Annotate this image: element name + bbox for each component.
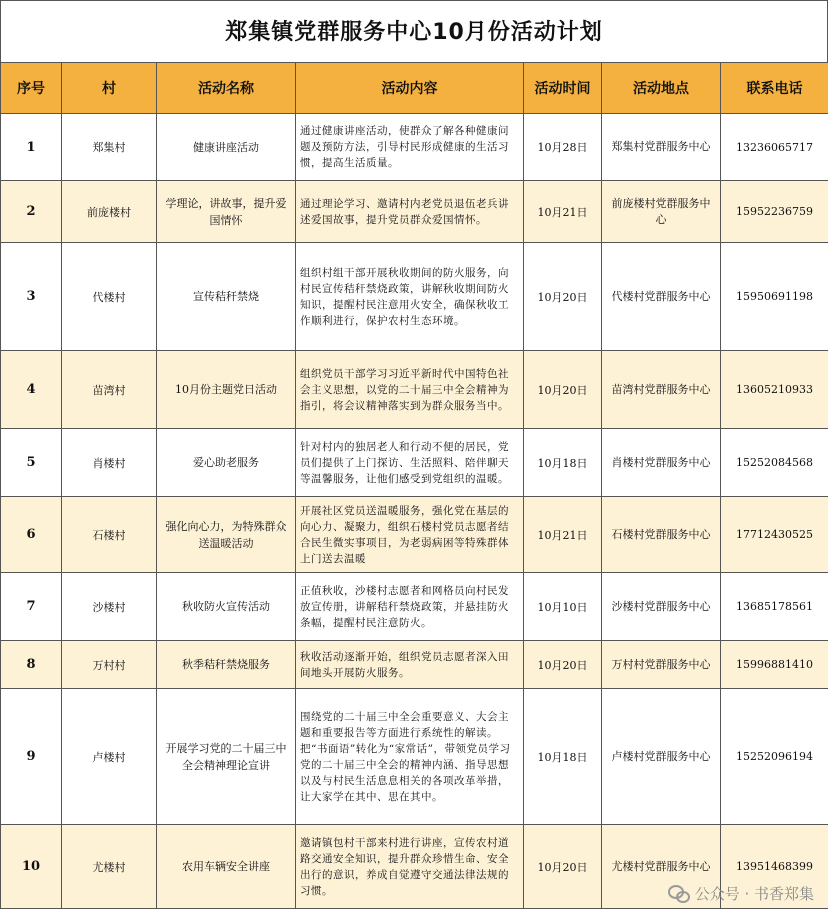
row-no: 7 (1, 573, 62, 641)
row-activity-content: 通过健康讲座活动，使群众了解各种健康问题及预防方法，引导村民形成健康的生活习惯，提高生活质量。 (296, 114, 524, 181)
row-activity-name: 秋收防火宣传活动 (157, 573, 296, 641)
row-activity-content: 组织党员干部学习习近平新时代中国特色社会主义思想，以党的二十届三中全会精神为指引，将会议精神落实到为群众服务当中。 (296, 351, 524, 429)
row-village: 前庞楼村 (62, 181, 157, 243)
row-village: 卢楼村 (62, 689, 157, 825)
row-village: 苗湾村 (62, 351, 157, 429)
header-village: 村 (62, 63, 157, 114)
row-no: 4 (1, 351, 62, 429)
row-activity-name: 10月份主题党日活动 (157, 351, 296, 429)
table-row (1, 573, 828, 641)
row-activity-name: 秋季秸秆禁烧服务 (157, 641, 296, 689)
row-village: 石楼村 (62, 497, 157, 573)
row-activity-name: 农用车辆安全讲座 (157, 825, 296, 909)
row-activity-time: 10月20日 (524, 641, 602, 689)
row-activity-content: 邀请镇包村干部来村进行讲座，宣传农村道路交通安全知识，提升群众珍惜生命、安全出行的意识，养成自觉遵守交通法律法规的习惯。 (296, 825, 524, 909)
header-no: 序号 (1, 63, 62, 114)
row-activity-location: 卢楼村党群服务中心 (602, 689, 721, 825)
row-activity-time: 10月18日 (524, 429, 602, 497)
header-phone: 联系电话 (721, 63, 828, 114)
row-village: 代楼村 (62, 243, 157, 351)
row-village: 沙楼村 (62, 573, 157, 641)
row-phone: 17712430525 (721, 497, 828, 573)
row-phone: 13605210933 (721, 351, 828, 429)
row-phone: 15952236759 (721, 181, 828, 243)
row-activity-content: 针对村内的独居老人和行动不便的居民，党员们提供了上门探访、生活照料、陪伴聊天等温馨服务，让他们感受到党组织的温暖。 (296, 429, 524, 497)
row-activity-name: 宣传秸秆禁烧 (157, 243, 296, 351)
row-no: 3 (1, 243, 62, 351)
row-phone: 15252084568 (721, 429, 828, 497)
page-title: 郑集镇党群服务中心10月份活动计划 (0, 0, 828, 62)
row-activity-time: 10月20日 (524, 243, 602, 351)
row-phone: 13951468399 (721, 825, 828, 909)
row-no: 8 (1, 641, 62, 689)
row-activity-name: 爱心助老服务 (157, 429, 296, 497)
row-village: 万村村 (62, 641, 157, 689)
row-activity-content: 通过理论学习、邀请村内老党员退伍老兵讲述爱国故事，提升党员群众爱国情怀。 (296, 181, 524, 243)
row-activity-name: 健康讲座活动 (157, 114, 296, 181)
row-activity-location: 万村村党群服务中心 (602, 641, 721, 689)
row-activity-location: 肖楼村党群服务中心 (602, 429, 721, 497)
header-activity-location: 活动地点 (602, 63, 721, 114)
table-row (1, 689, 828, 825)
row-phone: 15252096194 (721, 689, 828, 825)
row-activity-content: 围绕党的二十届三中全会重要意义、大会主题和重要报告等方面进行系统性的解读。把“书面语”转化为“家常话”，带领党员学习党的二十届三中全会的精神内涵、指导思想以及与村民生活息息相关的各项改革举措，让大家学在其中、思在其中。 (296, 689, 524, 825)
row-activity-location: 苗湾村党群服务中心 (602, 351, 721, 429)
row-activity-time: 10月18日 (524, 689, 602, 825)
row-activity-location: 前庞楼村党群服务中心 (602, 181, 721, 243)
watermark (668, 883, 814, 904)
table-row (1, 641, 828, 689)
row-activity-location: 尤楼村党群服务中心 (602, 825, 721, 909)
row-village: 尤楼村 (62, 825, 157, 909)
row-activity-content: 正值秋收，沙楼村志愿者和网格员向村民发放宣传册，讲解秸秆禁烧政策，并悬挂防火条幅，提醒村民注意防火。 (296, 573, 524, 641)
row-activity-time: 10月20日 (524, 351, 602, 429)
row-activity-time: 10月28日 (524, 114, 602, 181)
table-row (1, 429, 828, 497)
row-phone: 13236065717 (721, 114, 828, 181)
wechat-icon (668, 885, 690, 903)
row-phone: 13685178561 (721, 573, 828, 641)
row-activity-time: 10月20日 (524, 825, 602, 909)
row-activity-location: 郑集村党群服务中心 (602, 114, 721, 181)
table-row (1, 181, 828, 243)
activity-table (0, 62, 828, 909)
watermark-text: 公众号 · 书香郑集 (694, 885, 814, 903)
row-activity-location: 石楼村党群服务中心 (602, 497, 721, 573)
row-no: 1 (1, 114, 62, 181)
row-activity-content: 秋收活动逐渐开始，组织党员志愿者深入田间地头开展防火服务。 (296, 641, 524, 689)
header-activity-name: 活动名称 (157, 63, 296, 114)
row-activity-time: 10月21日 (524, 497, 602, 573)
row-activity-content: 开展社区党员送温暖服务，强化党在基层的向心力、凝聚力，组织石楼村党员志愿者结合民生微实事项目，为老弱病困等特殊群体上门送去温暖 (296, 497, 524, 573)
row-no: 10 (1, 825, 62, 909)
row-no: 5 (1, 429, 62, 497)
row-village: 郑集村 (62, 114, 157, 181)
row-no: 9 (1, 689, 62, 825)
row-activity-name: 开展学习党的二十届三中全会精神理论宣讲 (157, 689, 296, 825)
row-no: 2 (1, 181, 62, 243)
row-activity-time: 10月21日 (524, 181, 602, 243)
row-no: 6 (1, 497, 62, 573)
row-village: 肖楼村 (62, 429, 157, 497)
table-row (1, 114, 828, 181)
row-phone: 15950691198 (721, 243, 828, 351)
table-row (1, 243, 828, 351)
header-activity-content: 活动内容 (296, 63, 524, 114)
table-header-row (1, 63, 828, 114)
table-row (1, 351, 828, 429)
header-activity-time: 活动时间 (524, 63, 602, 114)
row-phone: 15996881410 (721, 641, 828, 689)
row-activity-name: 学理论，讲故事，提升爱国情怀 (157, 181, 296, 243)
row-activity-name: 强化向心力，为特殊群众送温暖活动 (157, 497, 296, 573)
row-activity-location: 沙楼村党群服务中心 (602, 573, 721, 641)
row-activity-time: 10月10日 (524, 573, 602, 641)
table-row (1, 497, 828, 573)
row-activity-content: 组织村组干部开展秋收期间的防火服务，向村民宣传秸秆禁烧政策，讲解秋收期间防火知识，提醒村民注意用火安全，确保秋收工作顺利进行，保护农村生态环境。 (296, 243, 524, 351)
row-activity-location: 代楼村党群服务中心 (602, 243, 721, 351)
